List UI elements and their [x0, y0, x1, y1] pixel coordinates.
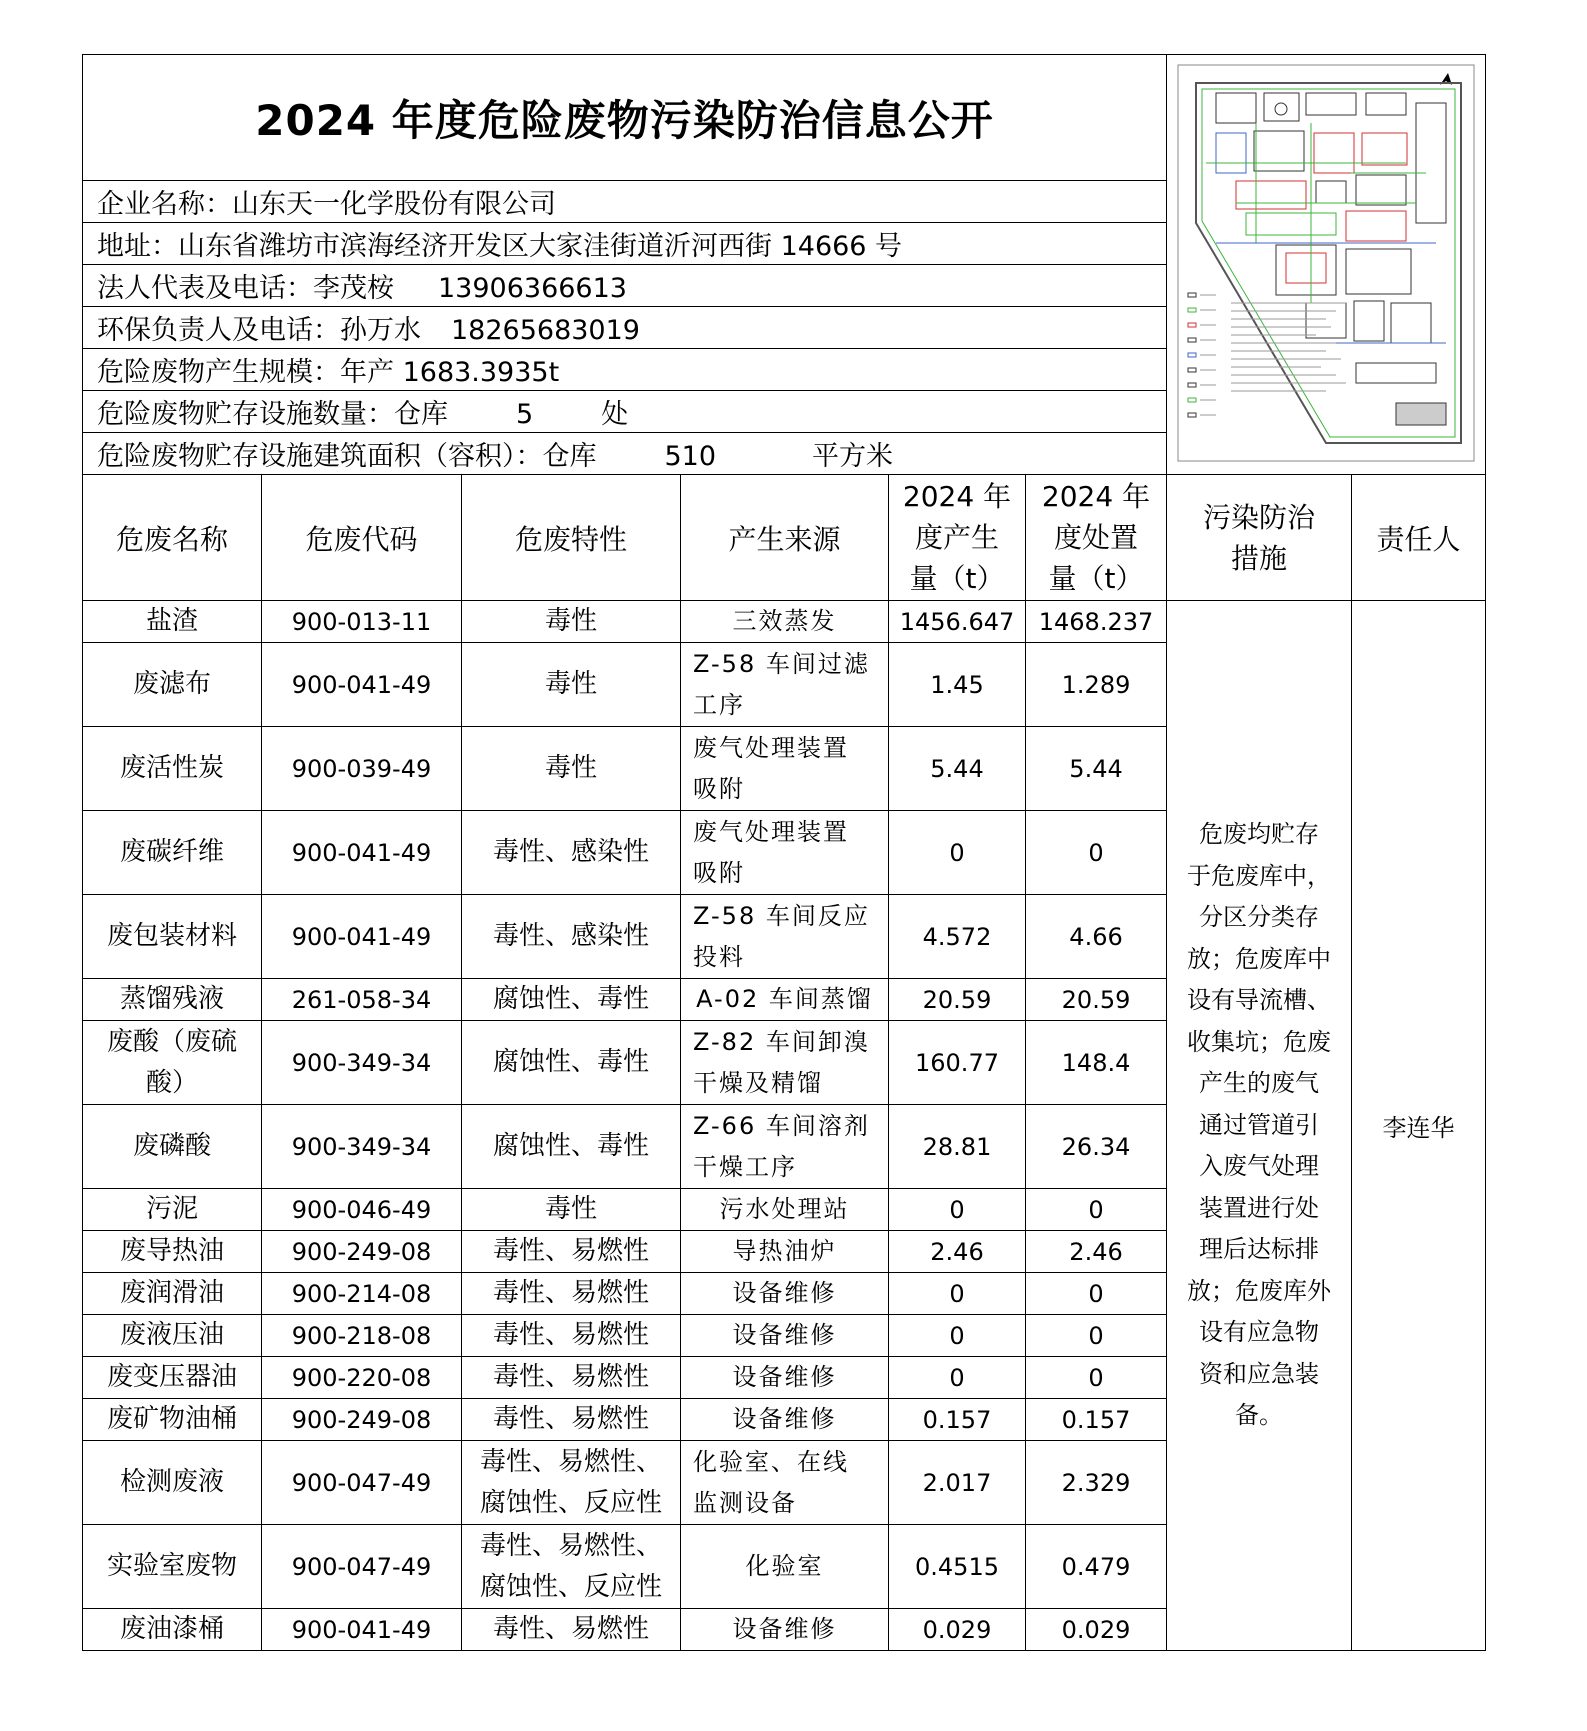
disposed-amount: 2.329	[1026, 1441, 1167, 1525]
waste-trait: 毒性、易燃性	[462, 1609, 681, 1651]
site-plan-drawing	[1176, 63, 1476, 463]
disposed-amount: 0	[1026, 1315, 1167, 1357]
header-person: 责任人	[1352, 475, 1486, 601]
disposed-amount: 0	[1026, 811, 1167, 895]
disposed-amount: 4.66	[1026, 895, 1167, 979]
disposed-amount: 148.4	[1026, 1021, 1167, 1105]
disposed-amount: 0.479	[1026, 1525, 1167, 1609]
table-header-row	[83, 475, 1486, 601]
storage-area-value: 510	[664, 441, 717, 472]
waste-trait: 毒性、易燃性	[462, 1357, 681, 1399]
storage-count-unit: 处	[601, 399, 629, 430]
produced-amount: 2.017	[889, 1441, 1026, 1525]
waste-trait: 毒性	[462, 1189, 681, 1231]
waste-code: 900-047-49	[262, 1525, 462, 1609]
waste-name: 污泥	[83, 1189, 262, 1231]
header-source: 产生来源	[681, 475, 889, 601]
produced-amount: 0.029	[889, 1609, 1026, 1651]
waste-code: 900-249-08	[262, 1231, 462, 1273]
waste-name: 废碳纤维	[83, 811, 262, 895]
produced-amount: 0	[889, 1315, 1026, 1357]
disposed-amount: 20.59	[1026, 979, 1167, 1021]
header-name: 危废名称	[83, 475, 262, 601]
disposed-amount: 0	[1026, 1273, 1167, 1315]
waste-code: 900-041-49	[262, 643, 462, 727]
disposed-amount: 26.34	[1026, 1105, 1167, 1189]
disposed-amount: 5.44	[1026, 727, 1167, 811]
waste-trait: 毒性	[462, 727, 681, 811]
waste-code: 900-046-49	[262, 1189, 462, 1231]
waste-name: 废导热油	[83, 1231, 262, 1273]
waste-trait: 毒性、易燃性	[462, 1231, 681, 1273]
waste-code: 900-041-49	[262, 895, 462, 979]
produced-amount: 2.46	[889, 1231, 1026, 1273]
waste-trait: 毒性、感染性	[462, 811, 681, 895]
waste-source: A-02 车间蒸馏	[681, 979, 889, 1021]
waste-trait: 毒性	[462, 643, 681, 727]
waste-source: 三效蒸发	[681, 601, 889, 643]
waste-source: 导热油炉	[681, 1231, 889, 1273]
produced-amount: 0	[889, 1273, 1026, 1315]
responsible-person: 李连华	[1352, 601, 1486, 1651]
env-manager-phone: 18265683019	[451, 315, 640, 346]
env-manager-label: 环保负责人及电话：孙万水	[97, 315, 421, 346]
disposed-amount: 2.46	[1026, 1231, 1167, 1273]
waste-source: 废气处理装置 吸附	[681, 811, 889, 895]
waste-name: 废矿物油桶	[83, 1399, 262, 1441]
header-disposed: 2024 年 度处置 量（t）	[1026, 475, 1167, 601]
disclosure-table	[82, 54, 1486, 1651]
disposed-amount: 0.157	[1026, 1399, 1167, 1441]
storage-area	[83, 433, 1167, 475]
waste-code: 900-041-49	[262, 811, 462, 895]
waste-source: 设备维修	[681, 1399, 889, 1441]
waste-code: 900-013-11	[262, 601, 462, 643]
produced-amount: 1456.647	[889, 601, 1026, 643]
table-row	[83, 601, 1486, 643]
waste-trait: 毒性、易燃性	[462, 1273, 681, 1315]
waste-name: 废活性炭	[83, 727, 262, 811]
header-code: 危废代码	[262, 475, 462, 601]
waste-code: 900-041-49	[262, 1609, 462, 1651]
waste-trait: 毒性、感染性	[462, 895, 681, 979]
storage-area-label: 危险废物贮存设施建筑面积（容积）：仓库	[97, 441, 597, 472]
waste-name: 废变压器油	[83, 1357, 262, 1399]
produced-amount: 28.81	[889, 1105, 1026, 1189]
page-title: 2024 年度危险废物污染防治信息公开	[83, 55, 1167, 181]
site-plan-map	[1167, 55, 1486, 475]
waste-source: Z-66 车间溶剂 干燥工序	[681, 1105, 889, 1189]
company-name: 企业名称：山东天一化学股份有限公司	[83, 181, 1167, 223]
waste-source: 设备维修	[681, 1357, 889, 1399]
waste-code: 900-218-08	[262, 1315, 462, 1357]
storage-count-label: 危险废物贮存设施数量：仓库	[97, 399, 448, 430]
waste-name: 实验室废物	[83, 1525, 262, 1609]
waste-source: 废气处理装置 吸附	[681, 727, 889, 811]
waste-code: 900-349-34	[262, 1105, 462, 1189]
waste-trait: 腐蚀性、毒性	[462, 1021, 681, 1105]
produced-amount: 0	[889, 1357, 1026, 1399]
waste-trait: 毒性、易燃性	[462, 1399, 681, 1441]
waste-source: Z-58 车间反应 投料	[681, 895, 889, 979]
waste-source: 设备维修	[681, 1315, 889, 1357]
waste-code: 900-220-08	[262, 1357, 462, 1399]
waste-name: 废液压油	[83, 1315, 262, 1357]
waste-trait: 毒性	[462, 601, 681, 643]
produced-amount: 20.59	[889, 979, 1026, 1021]
waste-source: 设备维修	[681, 1273, 889, 1315]
storage-count-value: 5	[516, 399, 534, 430]
waste-name: 废滤布	[83, 643, 262, 727]
disposed-amount: 1468.237	[1026, 601, 1167, 643]
legal-representative-label: 法人代表及电话：李茂桉	[97, 273, 394, 304]
waste-trait: 毒性、易燃性、 腐蚀性、反应性	[462, 1525, 681, 1609]
waste-trait: 毒性、易燃性	[462, 1315, 681, 1357]
disposed-amount: 0.029	[1026, 1609, 1167, 1651]
disclosure-sheet	[82, 54, 1485, 1651]
waste-scale: 危险废物产生规模：年产 1683.3935t	[83, 349, 1167, 391]
produced-amount: 0.157	[889, 1399, 1026, 1441]
produced-amount: 0	[889, 1189, 1026, 1231]
waste-source: 污水处理站	[681, 1189, 889, 1231]
produced-amount: 4.572	[889, 895, 1026, 979]
produced-amount: 1.45	[889, 643, 1026, 727]
waste-code: 900-214-08	[262, 1273, 462, 1315]
waste-source: Z-82 车间卸溴 干燥及精馏	[681, 1021, 889, 1105]
storage-count	[83, 391, 1167, 433]
waste-trait: 腐蚀性、毒性	[462, 979, 681, 1021]
header-produced: 2024 年 度产生 量（t）	[889, 475, 1026, 601]
legal-representative	[83, 265, 1167, 307]
disposed-amount: 0	[1026, 1189, 1167, 1231]
storage-area-unit: 平方米	[812, 441, 894, 472]
produced-amount: 5.44	[889, 727, 1026, 811]
waste-name: 盐渣	[83, 601, 262, 643]
waste-trait: 腐蚀性、毒性	[462, 1105, 681, 1189]
produced-amount: 160.77	[889, 1021, 1026, 1105]
env-manager	[83, 307, 1167, 349]
waste-code: 900-047-49	[262, 1441, 462, 1525]
waste-source: 化验室、在线 监测设备	[681, 1441, 889, 1525]
waste-source: 化验室	[681, 1525, 889, 1609]
company-address: 地址：山东省潍坊市滨海经济开发区大家洼街道沂河西街 14666 号	[83, 223, 1167, 265]
waste-code: 900-349-34	[262, 1021, 462, 1105]
disposed-amount: 1.289	[1026, 643, 1167, 727]
waste-name: 检测废液	[83, 1441, 262, 1525]
produced-amount: 0	[889, 811, 1026, 895]
waste-code: 900-039-49	[262, 727, 462, 811]
header-measures: 污染防治 措施	[1167, 475, 1352, 601]
disposed-amount: 0	[1026, 1357, 1167, 1399]
waste-trait: 毒性、易燃性、 腐蚀性、反应性	[462, 1441, 681, 1525]
header-trait: 危废特性	[462, 475, 681, 601]
waste-code: 261-058-34	[262, 979, 462, 1021]
waste-name: 废润滑油	[83, 1273, 262, 1315]
pollution-measures: 危废均贮存 于危废库中， 分区分类存 放；危废库中 设有导流槽、 收集坑；危废 产生的废气 通过管道引 入废气处理 装置进行处 理后达标排 放；危废库外 设有应急物 资和应急装 备。	[1167, 601, 1352, 1651]
waste-name: 废酸（废硫 酸）	[83, 1021, 262, 1105]
waste-source: Z-58 车间过滤 工序	[681, 643, 889, 727]
waste-name: 废包装材料	[83, 895, 262, 979]
waste-name: 蒸馏残液	[83, 979, 262, 1021]
waste-code: 900-249-08	[262, 1399, 462, 1441]
waste-source: 设备维修	[681, 1609, 889, 1651]
waste-name: 废磷酸	[83, 1105, 262, 1189]
legal-representative-phone: 13906366613	[438, 273, 627, 304]
produced-amount: 0.4515	[889, 1525, 1026, 1609]
waste-name: 废油漆桶	[83, 1609, 262, 1651]
